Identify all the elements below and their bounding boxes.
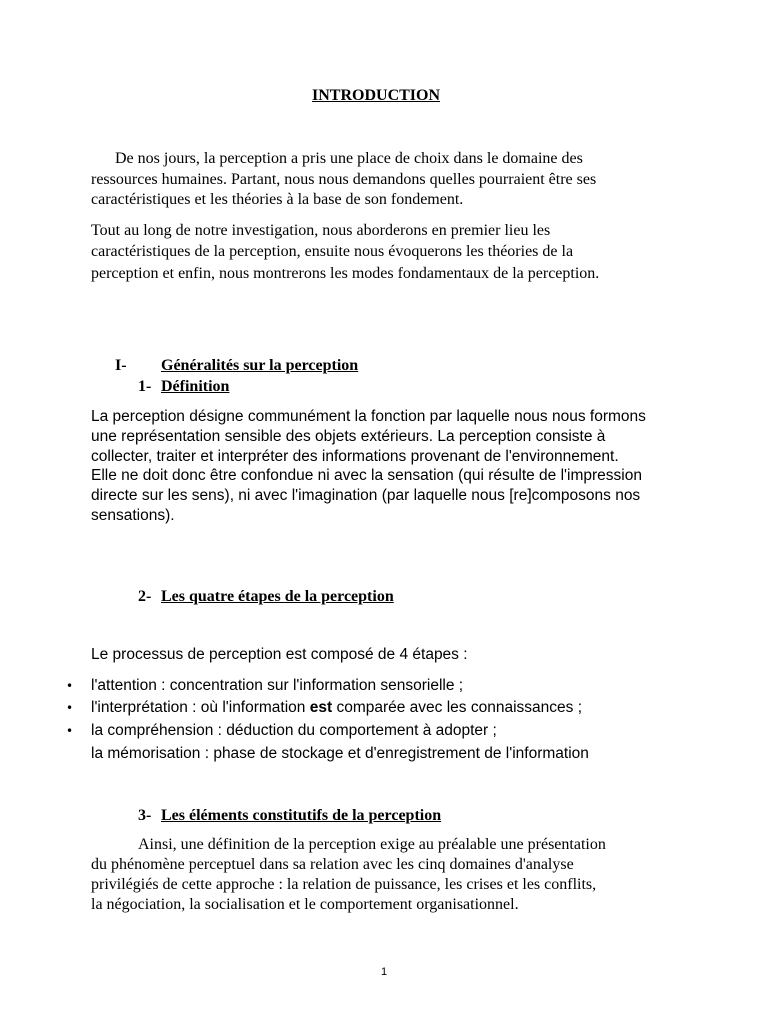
section-number: I-: [115, 357, 127, 374]
steps-intro: Le processus de perception est composé de 4 étapes :: [91, 646, 468, 663]
text-line: une représentation sensible des objets extérieurs. La perception consiste à: [91, 428, 606, 445]
subsection-number: 3-: [138, 807, 152, 824]
text-line: La perception désigne communément la fonction par laquelle nous nous formons: [91, 408, 646, 425]
bullet-icon: •: [66, 701, 74, 715]
text-line: ressources humaines. Partant, nous nous demandons quelles pourraient être ses: [91, 171, 597, 188]
list-item: [91, 699, 582, 717]
page-title: INTRODUCTION: [312, 87, 441, 104]
text-line: caractéristiques de la perception, ensuite nous évoquerons les théories de la: [91, 243, 574, 260]
list-item: la compréhension : déduction du comportement à adopter ;: [91, 722, 497, 739]
text-line: Tout au long de notre investigation, nous aborderons en premier lieu les: [91, 222, 551, 239]
list-item-text: l'interprétation : où l'information: [91, 699, 310, 716]
text-line: collecter, traiter et interpréter des informations provenant de l'environnement.: [91, 448, 619, 465]
subsection-heading: Les éléments constitutifs de la perception: [161, 807, 442, 824]
list-item-text: comparée avec les connaissances ;: [332, 699, 582, 716]
bullet-icon: •: [66, 679, 74, 693]
text-line: sensations).: [91, 507, 175, 524]
text-line: Ainsi, une définition de la perception exige au préalable une présentation: [138, 836, 606, 853]
text-line: privilégiés de cette approche : la relation de puissance, les crises et les conflits,: [91, 876, 597, 893]
subsection-heading: Définition: [161, 378, 230, 395]
section-heading: Généralités sur la perception: [161, 357, 359, 374]
text-line: Elle ne doit donc être confondue ni avec la sensation (qui résulte de l'impression: [91, 467, 642, 484]
subsection-heading: Les quatre étapes de la perception: [161, 588, 394, 605]
subsection-number: 2-: [138, 588, 152, 605]
list-item-emphasis: est: [309, 699, 333, 716]
text-line: la négociation, la socialisation et le comportement organisationnel.: [91, 896, 519, 913]
subsection-number: 1-: [138, 378, 152, 395]
list-item: la mémorisation : phase de stockage et d'enregistrement de l'information: [91, 745, 589, 762]
text-line: directe sur les sens), ni avec l'imagination (par laquelle nous [re]composons nos: [91, 487, 641, 504]
text-line: perception et enfin, nous montrerons les modes fondamentaux de la perception.: [91, 265, 600, 282]
text-line: du phénomène perceptuel dans sa relation avec les cinq domaines d'analyse: [91, 856, 574, 873]
page-number: 1: [381, 966, 388, 978]
bullet-icon: •: [66, 724, 74, 738]
list-item: l'attention : concentration sur l'information sensorielle ;: [91, 677, 464, 694]
text-line: caractéristiques et les théories à la base de son fondement.: [91, 191, 464, 208]
text-line: De nos jours, la perception a pris une place de choix dans le domaine des: [115, 150, 583, 167]
